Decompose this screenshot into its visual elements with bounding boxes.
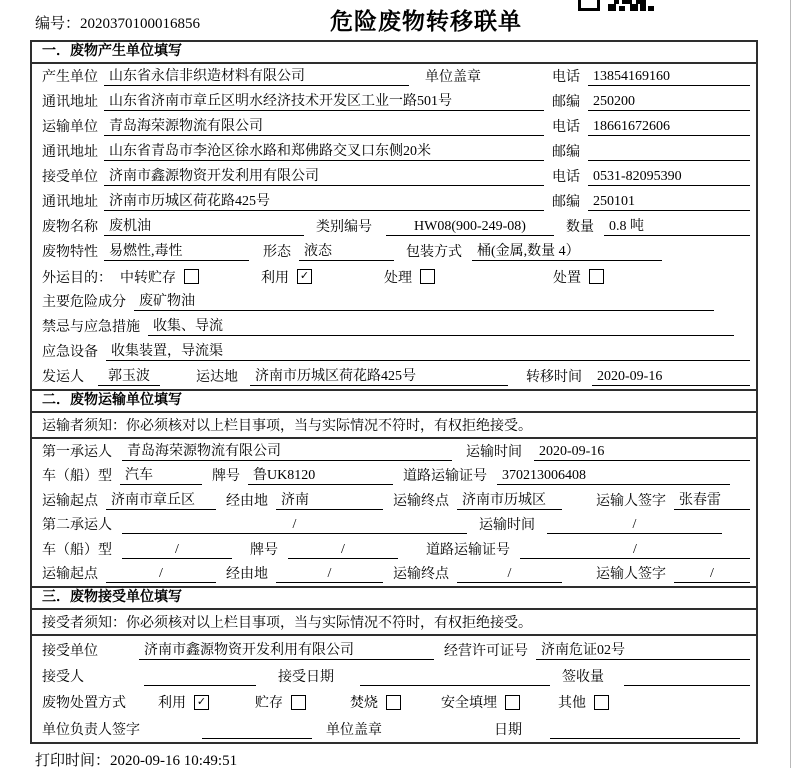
receiving-unit-value: 济南市鑫源物资开发利用有限公司 (139, 639, 434, 660)
field-row-producer (32, 64, 756, 89)
carrier-signature-value: 张春雷 (674, 489, 750, 510)
receiver-person-label: 接受人 (42, 670, 84, 685)
field-row-consignor (32, 364, 756, 389)
checkbox-utilize: ✓ (297, 269, 312, 284)
road-permit-value: 370213006408 (497, 468, 730, 485)
section1-header: 一．废物产生单位填写 (32, 42, 756, 64)
plate-number-label: 牌号 (250, 542, 278, 558)
field-row-producer-address (32, 89, 756, 114)
transport-time-value: 2020-09-16 (534, 444, 750, 461)
checkbox-storage (184, 269, 199, 284)
unit-stamp-label: 单位盖章 (425, 70, 481, 85)
field-row-transporter-address (32, 139, 756, 164)
field-row-first-carrier (32, 439, 756, 464)
field-row-emergency-equipment (32, 339, 756, 364)
vehicle-type-label: 车（船）型 (42, 469, 112, 484)
checkbox-label-treat: 处理 (384, 270, 412, 286)
form-state-value: 液态 (299, 240, 394, 261)
address-value: 济南市历城区荷花路425号 (104, 190, 544, 211)
via-label: 经由地 (226, 567, 268, 582)
address-value: 山东省济南市章丘区明水经济技术开发区工业一路501号 (104, 90, 544, 111)
zip-label: 邮编 (552, 195, 580, 210)
first-carrier-value: 青岛海荣源物流有限公司 (122, 440, 452, 461)
form-state-label: 形态 (263, 245, 291, 260)
serial-number (35, 12, 200, 33)
checkbox-landfill (505, 695, 520, 710)
origin-value: / (106, 566, 216, 583)
phone-value: 18661672606 (588, 119, 750, 136)
responsible-signature-label: 单位负责人签字 (42, 723, 140, 738)
emergency-measures-label: 禁忌与应急措施 (42, 320, 140, 335)
receiving-unit-label: 接受单位 (42, 643, 98, 659)
checkbox-label-incinerate: 焚烧 (350, 696, 378, 712)
section2-header: 二．废物运输单位填写 (32, 389, 756, 413)
transfer-time-label: 转移时间 (526, 370, 582, 385)
vehicle-type-value: / (122, 542, 232, 559)
packaging-label: 包装方式 (406, 245, 462, 260)
carrier-signature-label: 运输人签字 (596, 567, 666, 582)
received-quantity-label: 签收量 (562, 670, 604, 685)
waste-traits-value: 易燃性,毒性 (104, 240, 249, 261)
checkbox-label-utilize: 利用 (261, 270, 289, 286)
quantity-value: 0.8 吨 (604, 215, 750, 236)
emergency-equipment-value: 收集装置，导流渠 (106, 340, 750, 361)
serial-label: 编号： (35, 16, 81, 32)
waste-traits-label: 废物特性 (42, 245, 98, 260)
receiver-person-value (144, 685, 256, 686)
checkbox-utilize: ✓ (194, 695, 209, 710)
transporter-label: 运输单位 (42, 120, 98, 135)
transport-time-label: 运输时间 (466, 444, 522, 460)
qr-code-icon (578, 0, 654, 16)
terminus-label: 运输终点 (393, 493, 449, 509)
received-quantity-value (624, 685, 750, 686)
transport-time-value: / (547, 517, 722, 534)
category-code-label: 类别编号 (316, 220, 372, 235)
field-row-waste-name (32, 214, 756, 239)
receiver-notice: 接受者须知：你必须核对以上栏目事项，当与实际情况不符时，有权拒绝接受。 (32, 610, 756, 636)
phone-label: 电话 (552, 170, 580, 185)
receiver-label: 接受单位 (42, 170, 98, 185)
second-carrier-value: / (122, 517, 467, 534)
section3-header: 三．废物接受单位填写 (32, 586, 756, 610)
receiver-value: 济南市鑫源物资开发利用有限公司 (104, 165, 544, 186)
checkbox-treat (420, 269, 435, 284)
field-row-transfer-purpose (32, 264, 756, 289)
carrier-signature-label: 运输人签字 (596, 493, 666, 509)
field-row-transport-route-2 (32, 562, 756, 587)
field-row-receiver (32, 164, 756, 189)
address-label: 通讯地址 (42, 95, 98, 110)
zip-value (588, 160, 750, 161)
section3-body (32, 636, 756, 742)
category-code-value: HW08(900-249-08) (386, 219, 554, 236)
hazard-components-value: 废矿物油 (134, 290, 714, 311)
emergency-measures-value: 收集、导流 (148, 315, 734, 336)
checkbox-dispose (589, 269, 604, 284)
receive-date-label: 接受日期 (278, 670, 334, 685)
field-row-receiver-address (32, 189, 756, 214)
date-label: 日期 (494, 723, 522, 738)
field-row-responsible-signature (32, 716, 756, 743)
terminus-label: 运输终点 (393, 567, 449, 582)
transfer-purpose-label: 外运目的： (42, 270, 112, 286)
field-row-transporter (32, 114, 756, 139)
field-row-disposal-method (32, 689, 756, 716)
destination-value: 济南市历城区荷花路425号 (250, 365, 508, 386)
phone-label: 电话 (552, 120, 580, 135)
responsible-signature-value (202, 738, 312, 739)
checkbox-label-utilize: 利用 (158, 696, 186, 712)
address-label: 通讯地址 (42, 145, 98, 160)
destination-label: 运达地 (196, 370, 238, 385)
field-row-hazard-components (32, 289, 756, 314)
checkbox-other (594, 695, 609, 710)
address-label: 通讯地址 (42, 195, 98, 210)
plate-number-value: / (288, 542, 398, 559)
quantity-label: 数量 (566, 220, 594, 235)
print-time: 打印时间：2020-09-16 10:49:51 (35, 753, 238, 768)
vehicle-type-value: 汽车 (120, 464, 202, 485)
origin-value: 济南市章丘区 (106, 489, 216, 510)
road-permit-label: 道路运输证号 (403, 469, 487, 484)
via-value: 济南 (276, 489, 383, 510)
transport-time-label: 运输时间 (479, 518, 535, 533)
hazard-components-label: 主要危险成分 (42, 295, 126, 310)
terminus-value: / (457, 566, 562, 583)
address-value: 山东省青岛市李沧区徐水路和郑佛路交叉口东侧20米 (104, 140, 544, 161)
waste-name-value: 废机油 (104, 215, 304, 236)
section2-body (32, 439, 756, 586)
first-carrier-label: 第一承运人 (42, 444, 112, 460)
field-row-transport-route (32, 488, 756, 513)
page-edge-line (790, 0, 791, 768)
zip-label: 邮编 (552, 95, 580, 110)
carrier-signature-value: / (674, 566, 750, 583)
checkbox-label-store: 贮存 (255, 696, 283, 712)
zip-label: 邮编 (552, 145, 580, 160)
emergency-equipment-label: 应急设备 (42, 345, 98, 360)
field-row-waste-traits (32, 239, 756, 264)
packaging-value: 桶(金属,数量 4） (472, 240, 662, 261)
transfer-time-value: 2020-09-16 (592, 369, 750, 386)
consignor-label: 发运人 (42, 370, 84, 385)
plate-number-label: 牌号 (212, 469, 240, 484)
field-row-vehicle-type-2 (32, 537, 756, 562)
consignor-value: 郭玉波 (98, 365, 160, 386)
disposal-method-label: 废物处置方式 (42, 696, 126, 712)
checkbox-label-storage: 中转贮存 (120, 270, 176, 286)
road-permit-value: / (520, 542, 750, 559)
producer-label: 产生单位 (42, 70, 98, 85)
zip-value: 250101 (588, 194, 750, 211)
receive-date-value (360, 685, 550, 686)
via-label: 经由地 (226, 493, 268, 509)
field-row-emergency-measures (32, 314, 756, 339)
plate-number-value: 鲁UK8120 (248, 464, 393, 485)
origin-label: 运输起点 (42, 493, 98, 509)
transporter-notice: 运输者须知：你必须核对以上栏目事项，当与实际情况不符时，有权拒绝接受。 (32, 413, 756, 439)
phone-label: 电话 (552, 70, 580, 85)
phone-value: 0531-82095390 (588, 169, 750, 186)
waste-name-label: 废物名称 (42, 220, 98, 235)
checkbox-label-dispose: 处置 (553, 270, 581, 286)
checkbox-label-other: 其他 (558, 696, 586, 712)
checkbox-label-landfill: 安全填埋 (441, 696, 497, 712)
road-permit-label: 道路运输证号 (426, 542, 510, 558)
origin-label: 运输起点 (42, 567, 98, 582)
vehicle-type-label: 车（船）型 (42, 542, 112, 558)
unit-stamp-label: 单位盖章 (326, 723, 382, 738)
checkbox-incinerate (386, 695, 401, 710)
transporter-value: 青岛海荣源物流有限公司 (104, 115, 544, 136)
page-title: 危险废物转移联单 (330, 9, 522, 34)
field-row-receiver-person (32, 663, 756, 690)
zip-value: 250200 (588, 94, 750, 111)
field-row-vehicle-type (32, 464, 756, 489)
transfer-form-table (30, 40, 758, 744)
license-number-value: 济南危证02号 (536, 639, 750, 660)
second-carrier-label: 第二承运人 (42, 518, 112, 533)
field-row-receiving-unit (32, 636, 756, 663)
license-number-label: 经营许可证号 (444, 643, 528, 659)
via-value: / (276, 566, 383, 583)
checkbox-store (291, 695, 306, 710)
phone-value: 13854169160 (588, 69, 750, 86)
serial-value: 2020370100016856 (80, 16, 201, 32)
section1-body (32, 64, 756, 389)
date-value (550, 738, 740, 739)
producer-value: 山东省永信非织造材料有限公司 (104, 65, 409, 86)
terminus-value: 济南市历城区 (457, 489, 562, 510)
field-row-second-carrier (32, 513, 756, 538)
